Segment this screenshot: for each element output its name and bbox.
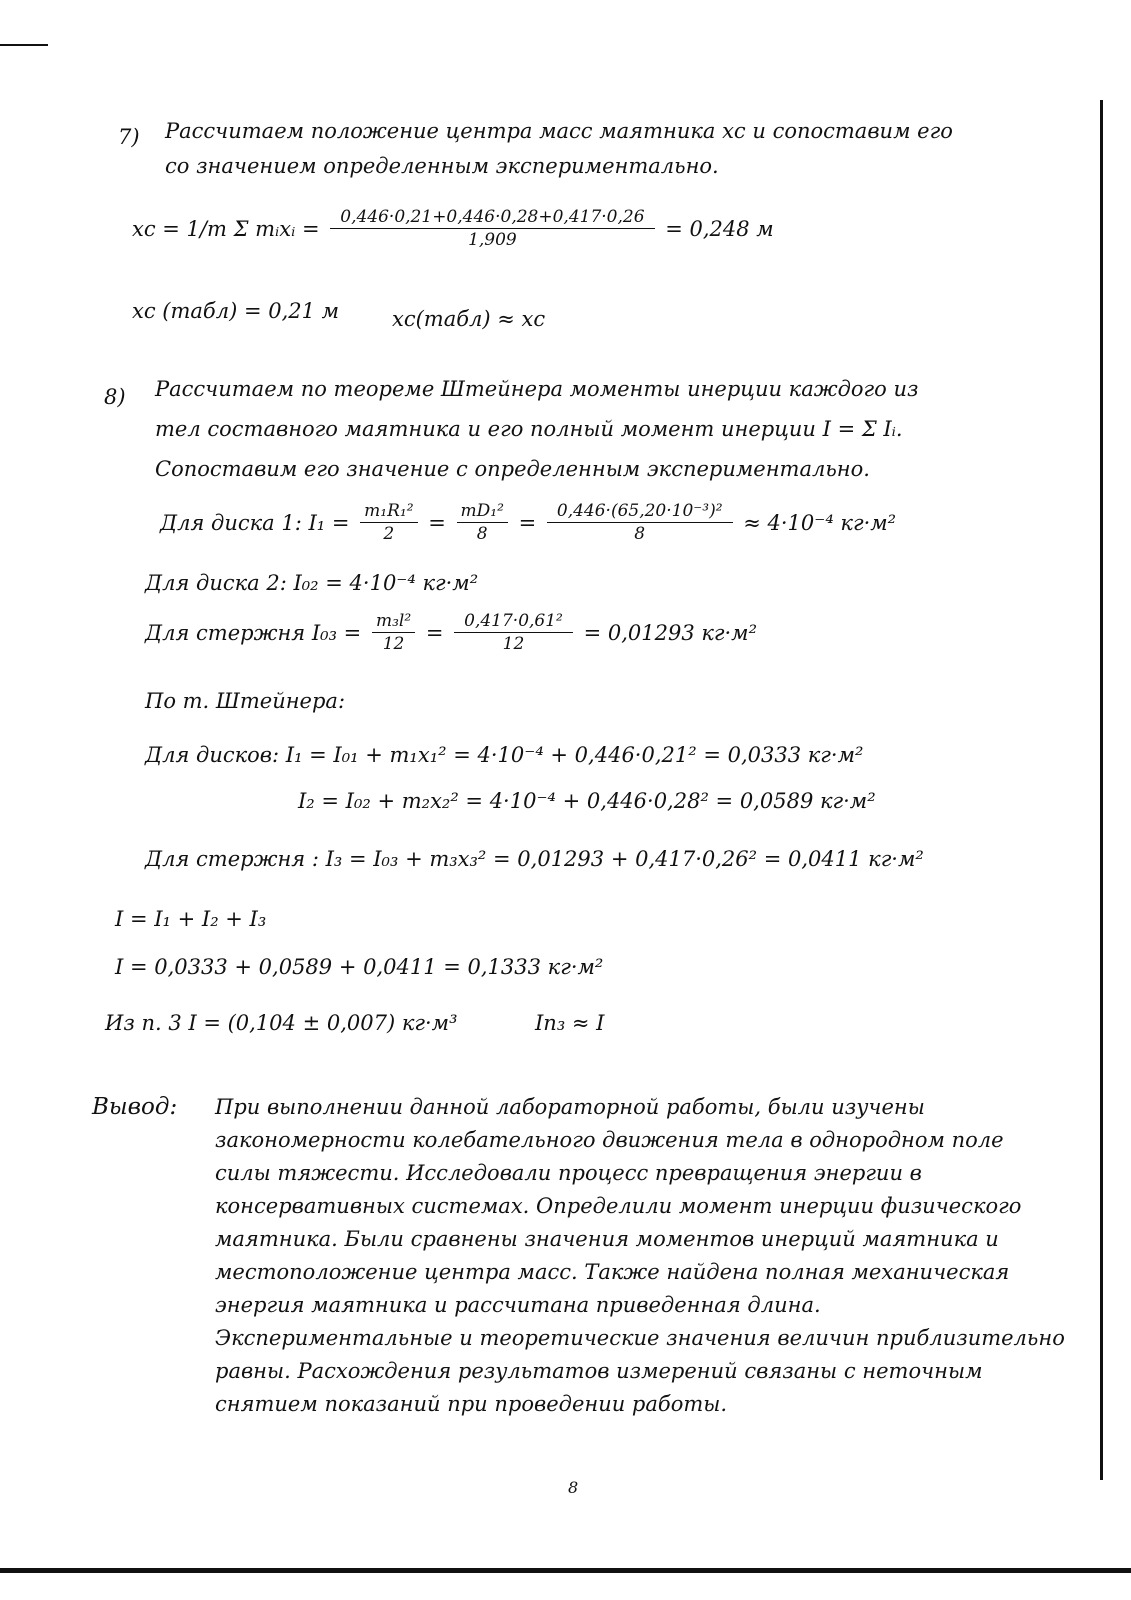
disks-I2-formula: I₂ = I₀₂ + m₂x₂² = 4·10⁻⁴ + 0,446·0,28² = 0,0589 кг·м² xyxy=(298,789,876,813)
item-8-text-line-2: тел составного маятника и его полный момент инерции I = Σ Iᵢ. xyxy=(155,417,903,441)
item-8-text-line-1: Рассчитаем по теореме Штейнера моменты инерции каждого из xyxy=(155,377,919,401)
left-edge-mark xyxy=(0,44,48,46)
item-7-text-line-1: Рассчитаем положение центра масс маятника xc и сопоставим его xyxy=(165,119,953,143)
rod-formula xyxy=(145,610,757,655)
rod-fraction-1-num: m₃l² xyxy=(372,610,415,633)
equals-sign: = xyxy=(425,620,444,645)
xc-numerator: 0,446·0,21+0,446·0,28+0,417·0,26 xyxy=(330,206,654,229)
conclusion-line: маятника. Были сравнены значения моментов инерций маятника и xyxy=(215,1227,999,1251)
disk-1-fraction-2-den: 8 xyxy=(476,524,488,544)
equals-sign: = xyxy=(428,510,446,535)
disk-2-formula: Для диска 2: I₀₂ = 4·10⁻⁴ кг·м² xyxy=(145,571,479,595)
item-7-number: 7) xyxy=(118,125,140,149)
total-I-value: I = 0,0333 + 0,0589 + 0,0411 = 0,1333 кг·м² xyxy=(115,955,604,979)
rod-result: = 0,01293 кг·м² xyxy=(583,620,758,645)
conclusion-line: равны. Расхождения результатов измерений связаны с неточным xyxy=(215,1359,983,1383)
bottom-edge-mark xyxy=(0,1568,1131,1573)
disk-1-fraction-1 xyxy=(360,500,417,545)
conclusion-line: закономерности колебательного движения тела в однородном поле xyxy=(215,1128,1004,1152)
rod-fraction-2-den: 12 xyxy=(502,634,525,654)
disk-1-fraction-1-num: m₁R₁² xyxy=(360,500,417,523)
page-number: 8 xyxy=(568,1478,579,1497)
rod-fraction-2 xyxy=(454,610,573,655)
disk-1-fraction-2 xyxy=(457,500,508,545)
xc-denominator: 1,909 xyxy=(468,230,517,250)
equals-sign: = xyxy=(518,510,537,535)
item-8-text-line-3: Сопоставим его значение с определенным экспериментально. xyxy=(155,457,870,481)
xc-table-value: xc (табл) = 0,21 м xyxy=(132,299,340,323)
xc-result: = 0,248 м xyxy=(665,216,774,241)
disk-1-fraction-3 xyxy=(547,500,733,545)
disk-1-fraction-1-den: 2 xyxy=(383,524,395,544)
rod-fraction-1 xyxy=(372,610,415,655)
item-8-number: 8) xyxy=(104,385,126,409)
rod-I3-formula: Для стержня : I₃ = I₀₃ + m₃x₃² = 0,01293 + 0,417·0,26² = 0,0411 кг·м² xyxy=(145,847,924,871)
total-I-formula: I = I₁ + I₂ + I₃ xyxy=(115,907,267,931)
conclusion-line: местоположение центра масс. Также найдена полная механическая xyxy=(215,1260,1010,1284)
conclusion-label: Вывод: xyxy=(92,1094,178,1120)
rod-label: Для стержня I₀₃ = xyxy=(145,620,362,645)
conclusion-line: консервативных системах. Определили момент инерции физического xyxy=(215,1194,1022,1218)
disk-1-fraction-3-num: 0,446·(65,20·10⁻³)² xyxy=(547,500,733,523)
disk-1-fraction-3-den: 8 xyxy=(634,524,646,544)
xc-formula-lhs: xc = 1/m Σ mᵢxᵢ = xyxy=(132,216,320,241)
experimental-I: Из п. 3 I = (0,104 ± 0,007) кг·м³ xyxy=(105,1011,458,1035)
xc-fraction xyxy=(330,206,654,251)
disk-1-formula xyxy=(160,500,896,545)
xc-comparison: xc(табл) ≈ xc xyxy=(392,307,546,331)
conclusion-line: энергия маятника и рассчитана приведенная длина. xyxy=(215,1293,821,1317)
right-edge-mark xyxy=(1100,100,1103,1480)
disk-1-label: Для диска 1: I₁ = xyxy=(160,510,350,535)
disk-1-fraction-2-num: mD₁² xyxy=(457,500,508,523)
disk-1-result: ≈ 4·10⁻⁴ кг·м² xyxy=(743,510,897,535)
conclusion-line: силы тяжести. Исследовали процесс превращения энергии в xyxy=(215,1161,922,1185)
conclusion-line: При выполнении данной лабораторной работы, были изучены xyxy=(215,1095,925,1119)
I-comparison: Iп₃ ≈ I xyxy=(535,1011,605,1035)
steiner-title: По т. Штейнера: xyxy=(145,689,346,713)
rod-fraction-1-den: 12 xyxy=(382,634,405,654)
conclusion-line: снятием показаний при проведении работы. xyxy=(215,1392,728,1416)
disks-I1-formula: Для дисков: I₁ = I₀₁ + m₁x₁² = 4·10⁻⁴ + 0,446·0,21² = 0,0333 кг·м² xyxy=(145,743,864,767)
conclusion-line: Экспериментальные и теоретические значения величин приблизительно xyxy=(215,1326,1065,1350)
xc-formula xyxy=(132,206,774,251)
rod-fraction-2-num: 0,417·0,61² xyxy=(454,610,573,633)
item-7-text-line-2: со значением определенным экспериментально. xyxy=(165,154,719,178)
